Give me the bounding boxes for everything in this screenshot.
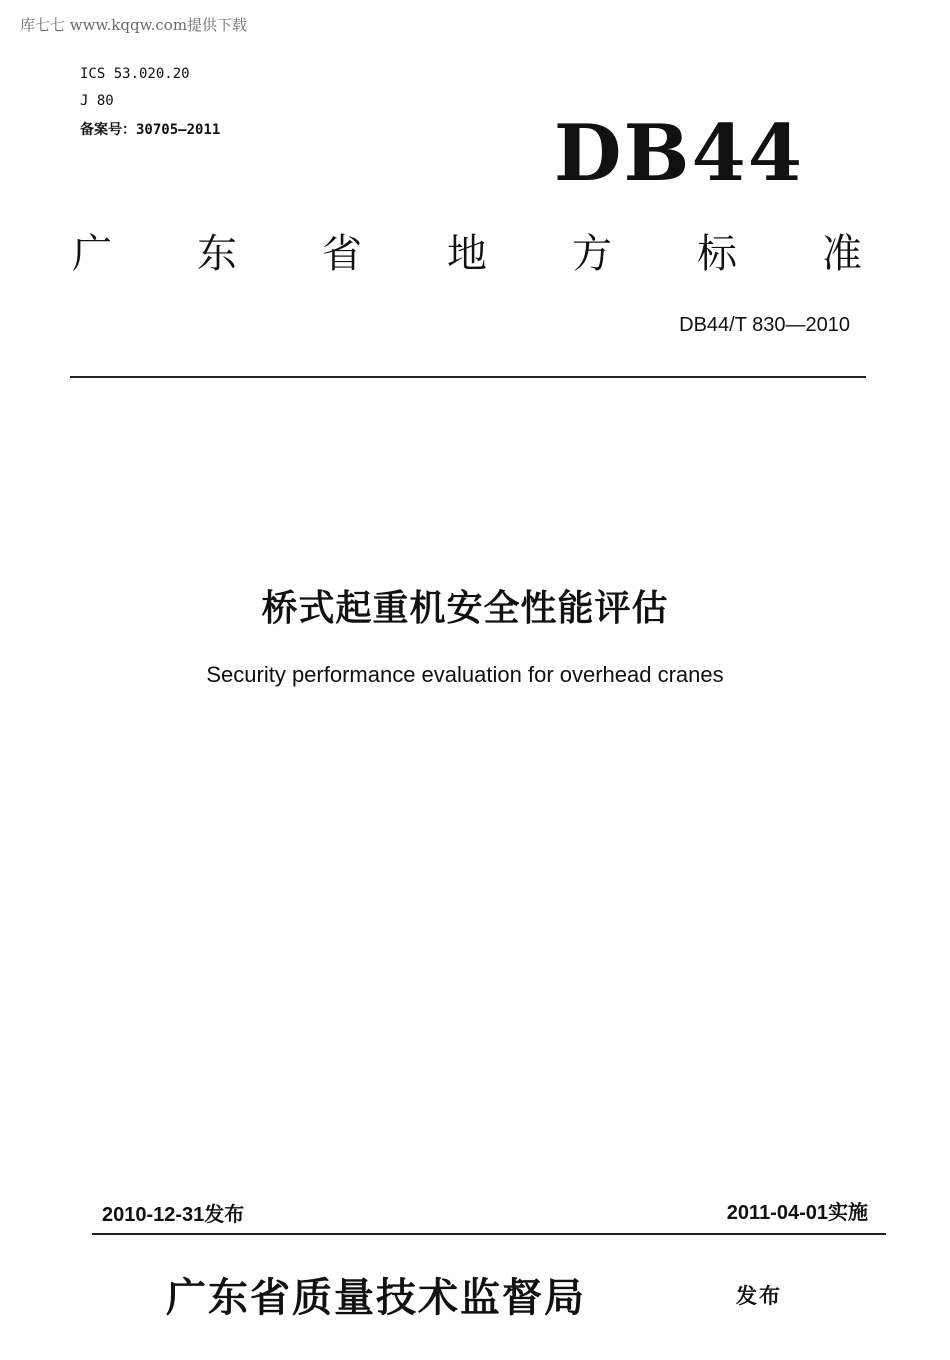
publisher-name: 广东省质量技术监督局 xyxy=(166,1274,586,1321)
standard-type-char: 地 xyxy=(447,231,487,277)
implementation-date: 2011-04-01实施 xyxy=(726,1202,868,1224)
document-title-english: Security performance evaluation for overhead cranes xyxy=(206,662,724,687)
standard-type-char: 广 xyxy=(72,231,112,277)
standard-type-char: 方 xyxy=(572,231,612,277)
header-divider xyxy=(70,376,866,378)
footer-divider xyxy=(92,1233,886,1235)
ics-code: ICS 53.020.20 xyxy=(80,66,190,82)
standard-number: DB44/T 830—2010 xyxy=(679,314,850,336)
standard-type-char: 标 xyxy=(697,231,737,277)
standard-type-char: 省 xyxy=(322,231,362,277)
watermark-text: 库七七 www.kqqw.com提供下载 xyxy=(20,16,248,34)
standard-type-char: 东 xyxy=(197,231,237,277)
ccs-code: J 80 xyxy=(80,93,114,109)
document-title-chinese: 桥式起重机安全性能评估 xyxy=(261,588,669,629)
standard-type-title xyxy=(72,222,862,279)
issue-date: 2010-12-31发布 xyxy=(102,1204,245,1226)
standard-code: DB44 xyxy=(553,108,804,199)
filing-number: 备案号：30705—2011 xyxy=(80,122,221,138)
standard-type-char: 准 xyxy=(822,231,862,277)
publish-label: 发布 xyxy=(736,1284,782,1308)
